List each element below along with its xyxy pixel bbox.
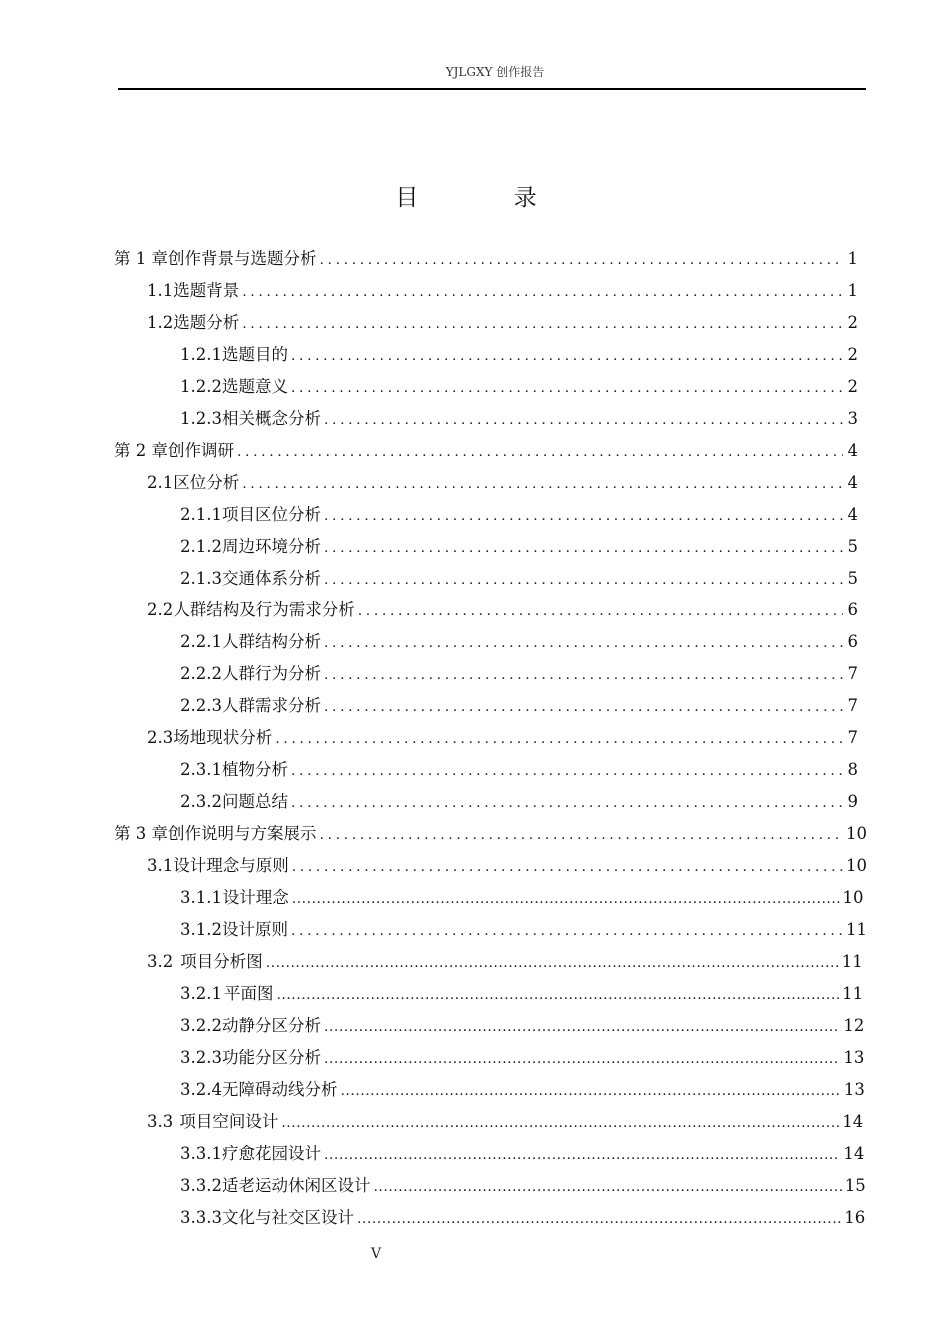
toc-entry-page: 9	[847, 792, 858, 812]
toc-entry-page: 8	[847, 760, 858, 780]
toc-entry-page: 11	[842, 983, 864, 1003]
toc-entry-title: 问题总结	[221, 792, 288, 812]
footer-page-number: V	[370, 1246, 382, 1262]
toc-entry-title: 设计原则	[221, 919, 288, 939]
toc-entry-page: 14	[842, 1111, 864, 1131]
toc-entry-page: 7	[847, 696, 858, 716]
toc-entry-page: 3	[847, 408, 858, 428]
toc-entry-number: 1.2.3	[180, 408, 222, 428]
toc-entry-title: 功能分区分析	[221, 1047, 321, 1067]
toc-entry[interactable]	[0, 404, 858, 434]
toc-entry[interactable]	[0, 979, 864, 1009]
toc-dot-leader	[292, 852, 843, 882]
toc-entry-page: 2	[847, 344, 858, 364]
toc-entry[interactable]	[0, 659, 858, 689]
toc-entry-title: 交通体系分析	[221, 568, 321, 588]
toc-entry-page: 1	[847, 249, 858, 268]
toc-entry-title: 创作背景与选题分析	[168, 249, 317, 268]
toc-entry-number: 第 2 章	[114, 440, 168, 460]
toc-entry-number: 2.2	[147, 600, 174, 620]
toc-entry-title: 项目空间设计	[179, 1111, 279, 1131]
toc-entry[interactable]	[0, 723, 858, 753]
toc-entry-number: 3.3.1	[180, 1143, 222, 1163]
toc-entry[interactable]	[0, 1171, 866, 1201]
toc-entry[interactable]	[0, 500, 858, 530]
toc-dot-leader	[373, 1172, 841, 1202]
toc-entry-page: 4	[847, 472, 858, 492]
toc-entry-number: 3.1.1	[180, 888, 222, 907]
toc-entry-number: 3.2	[147, 951, 174, 971]
toc-entry[interactable]	[0, 819, 867, 849]
toc-entry-page: 14	[843, 1143, 865, 1163]
toc-dot-leader	[242, 309, 843, 339]
toc-entry-page: 4	[847, 504, 858, 524]
toc-dot-leader	[324, 628, 843, 658]
toc-entry-title: 选题意义	[221, 376, 288, 396]
toc-entry[interactable]	[0, 1075, 865, 1105]
toc-dot-leader	[324, 533, 843, 563]
toc-entry[interactable]	[0, 755, 858, 785]
toc-entry-page: 10	[842, 888, 864, 907]
toc-entry[interactable]	[0, 627, 858, 657]
toc-entry-title: 人群行为分析	[221, 664, 321, 684]
toc-entry[interactable]	[0, 947, 863, 977]
toc-entry-number: 2.3.2	[180, 792, 222, 812]
toc-entry[interactable]	[0, 276, 858, 306]
toc-dot-leader	[291, 756, 843, 786]
toc-entry-page: 12	[843, 1015, 865, 1035]
toc-dot-leader	[340, 1076, 840, 1106]
toc-entry-title: 无障碍动线分析	[221, 1079, 338, 1099]
toc-dot-leader	[281, 1108, 839, 1138]
toc-entry-title: 选题目的	[221, 344, 288, 364]
toc-entry[interactable]	[0, 564, 858, 594]
toc-entry-title: 植物分析	[221, 760, 288, 780]
toc-entry[interactable]	[0, 1203, 866, 1233]
toc-entry-page: 13	[843, 1047, 865, 1067]
toc-entry[interactable]	[0, 532, 858, 562]
toc-entry-number: 2.2.3	[180, 696, 222, 716]
toc-entry-title: 动静分区分析	[221, 1015, 321, 1035]
toc-entry-number: 第 1 章	[114, 249, 168, 268]
toc-entry-title: 相关概念分析	[221, 408, 321, 428]
toc-dot-leader	[324, 1044, 840, 1074]
toc-entry-title: 设计理念	[222, 888, 289, 907]
toc-entry-title: 创作说明与方案展示	[168, 824, 317, 844]
toc-entry-page: 5	[847, 536, 858, 556]
toc-entry-number: 2.2.1	[180, 632, 222, 652]
toc-dot-leader	[291, 373, 843, 403]
toc-entry-number: 2.3	[147, 728, 174, 748]
toc-entry-page: 2	[847, 312, 858, 332]
toc-entry[interactable]	[0, 1011, 865, 1041]
toc-entry[interactable]	[0, 1139, 865, 1169]
toc-entry-page: 13	[843, 1079, 865, 1099]
toc-dot-leader	[291, 916, 843, 946]
toc-entry-number: 2.3.1	[180, 760, 222, 780]
toc-dot-leader	[324, 1012, 840, 1042]
toc-dot-leader	[324, 692, 843, 722]
toc-entry-number: 3.2.3	[180, 1047, 222, 1067]
toc-dot-leader	[237, 437, 843, 467]
toc-entry-number: 3.3.2	[180, 1175, 222, 1195]
toc-entry-number: 1.2.1	[180, 344, 222, 364]
toc-dot-leader	[266, 948, 839, 978]
toc-dot-leader	[324, 660, 843, 690]
toc-entry-page: 16	[844, 1207, 866, 1227]
toc-entry[interactable]	[0, 436, 858, 466]
toc-entry-page: 2	[847, 376, 858, 396]
toc-entry-page: 6	[847, 632, 858, 652]
toc-dot-leader	[324, 1140, 840, 1170]
toc-entry-title: 项目分析图	[180, 951, 263, 971]
toc-entry[interactable]	[0, 244, 858, 274]
toc-entry[interactable]	[0, 915, 867, 945]
toc-dot-leader	[324, 565, 843, 595]
toc-entry[interactable]	[0, 787, 858, 817]
toc-entry-title: 设计理念与原则	[173, 856, 289, 876]
toc-entry-number: 2.1.3	[180, 568, 222, 588]
toc-entry-page: 4	[847, 440, 858, 460]
toc-entry[interactable]	[0, 883, 864, 913]
toc-entry-page: 15	[844, 1175, 866, 1195]
toc-entry-page: 10	[846, 824, 867, 844]
toc-dot-leader	[357, 1204, 841, 1234]
toc-entry[interactable]	[0, 1043, 865, 1073]
toc-entry-page: 6	[847, 600, 858, 620]
toc-entry[interactable]	[0, 851, 867, 881]
toc-entry-title: 人群结构及行为需求分析	[173, 600, 355, 620]
toc-entry-page: 7	[847, 664, 858, 684]
toc-dot-leader	[242, 469, 843, 499]
toc-entry-title: 人群需求分析	[221, 696, 321, 716]
toc-entry-number: 2.2.2	[180, 664, 222, 684]
toc-dot-leader	[324, 405, 843, 435]
toc-dot-leader	[291, 788, 843, 818]
toc-dot-leader	[276, 980, 839, 1010]
toc-entry-title: 平面图	[223, 983, 274, 1003]
toc-entry-title: 选题背景	[173, 280, 240, 300]
toc-entry[interactable]	[0, 372, 858, 402]
toc-entry-title: 选题分析	[173, 312, 240, 332]
toc-dot-leader	[291, 341, 843, 371]
toc-entry-title: 人群结构分析	[221, 632, 321, 652]
toc-entry-number: 3.1	[147, 856, 174, 876]
toc-entry-page: 1	[847, 280, 858, 300]
toc-entry-number: 2.1.2	[180, 536, 222, 556]
toc-entry[interactable]	[0, 468, 858, 498]
toc-dot-leader	[242, 277, 843, 307]
toc-entry-number: 1.1	[147, 280, 174, 300]
toc-dot-leader	[324, 501, 843, 531]
toc-entry-title: 适老运动休闲区设计	[221, 1175, 371, 1195]
toc-entry-number: 1.2	[147, 312, 174, 332]
toc-entry-title: 疗愈花园设计	[221, 1143, 321, 1163]
header-rule	[118, 88, 866, 90]
toc-dot-leader	[275, 724, 843, 754]
toc-entry-number: 2.1	[147, 472, 174, 492]
toc-entry[interactable]	[0, 340, 858, 370]
toc-entry-page: 11	[841, 951, 863, 971]
toc-dot-leader	[320, 820, 844, 850]
toc-dot-leader	[292, 884, 840, 914]
toc-entry-title: 区位分析	[173, 472, 240, 492]
toc-entry-number: 3.3	[147, 1111, 174, 1131]
toc-entry-page: 11	[846, 919, 867, 939]
toc-dot-leader	[320, 245, 844, 275]
toc-entry[interactable]	[0, 1107, 864, 1137]
toc-entry-page: 7	[847, 728, 858, 748]
toc-entry[interactable]	[0, 308, 858, 338]
toc-entry-page: 5	[847, 568, 858, 588]
toc-entry-title: 周边环境分析	[221, 536, 321, 556]
toc-entry-number: 3.3.3	[180, 1207, 222, 1227]
toc-entry-title: 场地现状分析	[173, 728, 273, 748]
toc-entry-title: 项目区位分析	[221, 504, 321, 524]
toc-entry-number: 1.2.2	[180, 376, 222, 396]
toc-entry[interactable]	[0, 691, 858, 721]
toc-entry-number: 3.2.1	[180, 983, 222, 1003]
toc-entry-number: 第 3 章	[114, 824, 168, 844]
toc-entry-number: 2.1.1	[180, 504, 222, 524]
running-header: YJLGXY 创作报告	[445, 65, 545, 79]
toc-entry-title: 创作调研	[168, 440, 234, 460]
toc-entry-number: 3.1.2	[180, 919, 222, 939]
toc-dot-leader	[358, 596, 843, 626]
toc-entry-number: 3.2.4	[180, 1079, 222, 1099]
toc-entry[interactable]	[0, 595, 858, 625]
toc-entry-page: 10	[846, 856, 867, 876]
toc-entry-number: 3.2.2	[180, 1015, 222, 1035]
toc-title: 目 录	[395, 185, 581, 211]
toc-entry-title: 文化与社交区设计	[221, 1207, 354, 1227]
